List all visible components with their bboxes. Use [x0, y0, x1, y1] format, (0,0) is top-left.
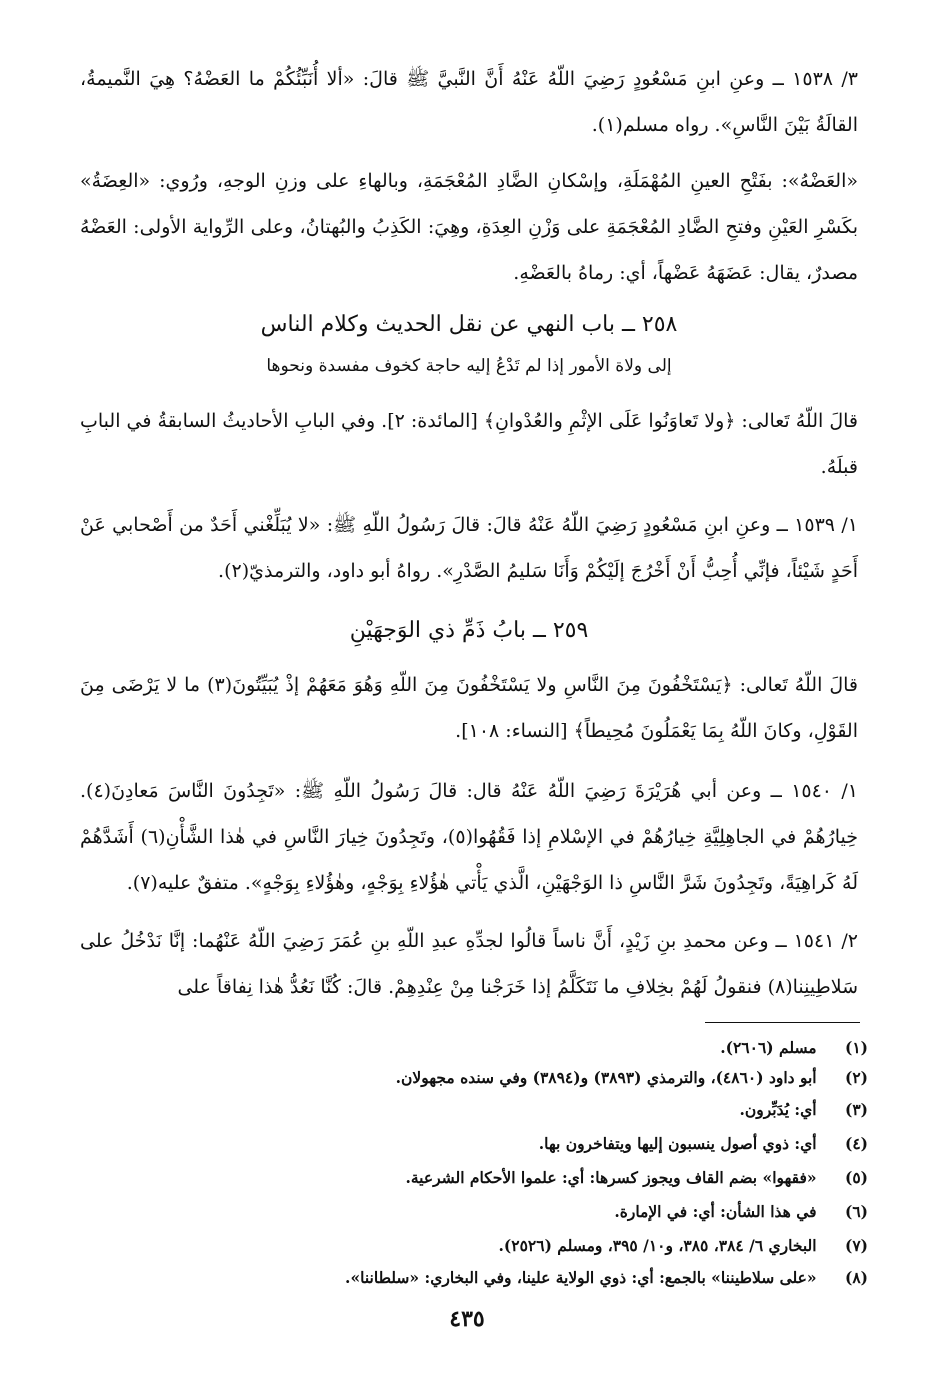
- footnote-7: (٧) البخاري ٦/ ٣٨٤، ٣٨٥، و١٠/ ٣٩٥، ومسلم (٢٥٢٦).: [498, 1236, 868, 1255]
- explanation-paragraph: «العَضْهُ»: بفَتْحِ العينِ المُهْمَلَةِ، وإسْكانِ الضَّادِ المُعْجَمَةِ، وبالهاءِ على وزنِ الوجهِ، ورُوي: «العِضَةُ» بكَسْرِ العَيْنِ وفتحِ الضَّادِ المُعْجَمَةِ على وَزْنِ العِدَةِ، وهِيَ: الكَذِبُ والبُهتانُ، وعلى الرِّواية الأولى: العَضْهُ مصدرٌ، يقال: عَضَهَهُ عَضْهاً، أي: رماهُ بالعَضْهِ.: [80, 170, 858, 284]
- hadith-1541: ٢/ ١٥٤١ ــ وعن محمدِ بنِ زَيْدٍ، أَنَّ ناساً قالُوا لجدِّهِ عبدِ اللّهِ بنِ عُمَرَ رَضِيَ اللّهُ عَنْهُما: إنَّا نَدْخُلُ على سَلاطِينِنا(٨) فنقولُ لَهُمْ بخِلافِ ما نَتَكَلَّمُ إذا خَرَجْنا مِنْ عِنْدِهِمْ. قالَ: كُنَّا نَعُدُّ هٰذا نِفاقاً على: [80, 930, 858, 998]
- chapter-258-subtitle: إلى ولاة الأمور إذا لم تَدْعُ إليه حاجة كخوف مفسدة ونحوها: [266, 356, 672, 376]
- footnote-2: (٢) أبو داود (٤٨٦٠)، والترمذي (٣٨٩٣) و(٣٨٩٤) وفي سنده مجهولان.: [395, 1068, 868, 1087]
- footnote-1: (١) مسلم (٢٦٠٦).: [720, 1038, 868, 1057]
- footnote-5: (٥) «فقهوا» بضم القاف ويجوز كسرها: أي: علموا الأحكام الشرعية.: [405, 1168, 868, 1187]
- hadith-1539: ١/ ١٥٣٩ ــ وعنِ ابنِ مَسْعُودٍ رَضِيَ اللّهُ عَنْهُ قالَ: قالَ رَسُولُ اللّهِ ﷺ: «لا يُبَلِّغْني أَحَدٌ من أَصْحابي عَنْ أَحَدٍ شَيْئاً، فإنِّي أُحِبُّ أَنْ أَخْرُجَ إلَيْكُمْ وَأَنَا سَليمُ الصَّدْرِ». رواهُ أبو داود، والترمذيّ(٢).: [80, 514, 858, 582]
- quran-verse-nisa: قالَ اللّهُ تَعالى: ﴿يَسْتَخْفُونَ مِنَ النَّاسِ ولا يَسْتَخْفُونَ مِنَ اللّهِ وَهُوَ مَعَهُمْ إذْ يُبَيِّتُونَ(٣) ما لا يَرْضَى مِنَ القَوْلِ، وكانَ اللّهُ بِمَا يَعْمَلُونَ مُحِيطاً﴾ [النساء: ١٠٨].: [80, 674, 859, 742]
- footnote-8: (٨) «على سلاطيننا» بالجمع: أي: ذوي الولاية علينا، وفي البخاري: «سلطاننا».: [345, 1268, 868, 1287]
- footnote-6: (٦) في هذا الشأن: أي: في الإمارة.: [614, 1202, 868, 1221]
- chapter-258-title: ٢٥٨ ــ باب النهي عن نقل الحديث وكلام الناس: [260, 312, 678, 337]
- quran-verse-maidah: قالَ اللّهُ تَعالى: ﴿ولا تَعاوَنُوا عَلَى الإثْمِ والعُدْوانِ﴾ [المائدة: ٢]. وفي البابِ الأحاديثُ السابقةُ في البابِ قبلَهُ.: [80, 410, 858, 478]
- footnote-4: (٤) أي: ذوي أصول ينسبون إليها ويتفاخرون بها.: [538, 1134, 868, 1153]
- hadith-1540: ١/ ١٥٤٠ ــ وعن أبي هُرَيْرَةَ رَضِيَ اللّهُ عَنْهُ قال: قالَ رَسُولُ اللّهِ ﷺ: «تَجِدُونَ النَّاسَ مَعادِنَ(٤). خِيارُهُمْ في الجاهِلِيَّةِ خِيارُهُمْ في الإسْلامِ إذا فَقُهُوا(٥)، وتَجِدُونَ خِيارَ النَّاسِ في هٰذا الشَّأْنِ(٦) أَشَدَّهُمْ لَهُ كَراهِيَةً، وتَجِدُونَ شَرَّ النَّاسِ ذا الوَجْهَيْنِ، الَّذي يَأْتي هٰؤُلاءِ بِوَجْهٍ، وهٰؤُلاءِ بِوَجْهٍ». متفقٌ عليه(٧).: [80, 780, 859, 894]
- chapter-259-title: ٢٥٩ ــ بابُ ذَمِّ ذي الوَجهَيْنِ: [349, 618, 589, 643]
- footnote-3: (٣) أي: يُدَبِّرون.: [739, 1100, 868, 1119]
- hadith-1538: ٣/ ١٥٣٨ ــ وعنِ ابنِ مَسْعُودٍ رَضِيَ اللّهُ عَنْهُ أَنَّ النَّبيَّ ﷺ قالَ: «ألا أُنَبِّئُكُمْ ما العَضْهُ؟ هِيَ النَّميمةُ، القالَةُ بَيْنَ النَّاسِ». رواه مسلم(١).: [80, 68, 858, 136]
- footnote-separator: [705, 1022, 860, 1023]
- page-number: ٤٣٥: [449, 1306, 485, 1332]
